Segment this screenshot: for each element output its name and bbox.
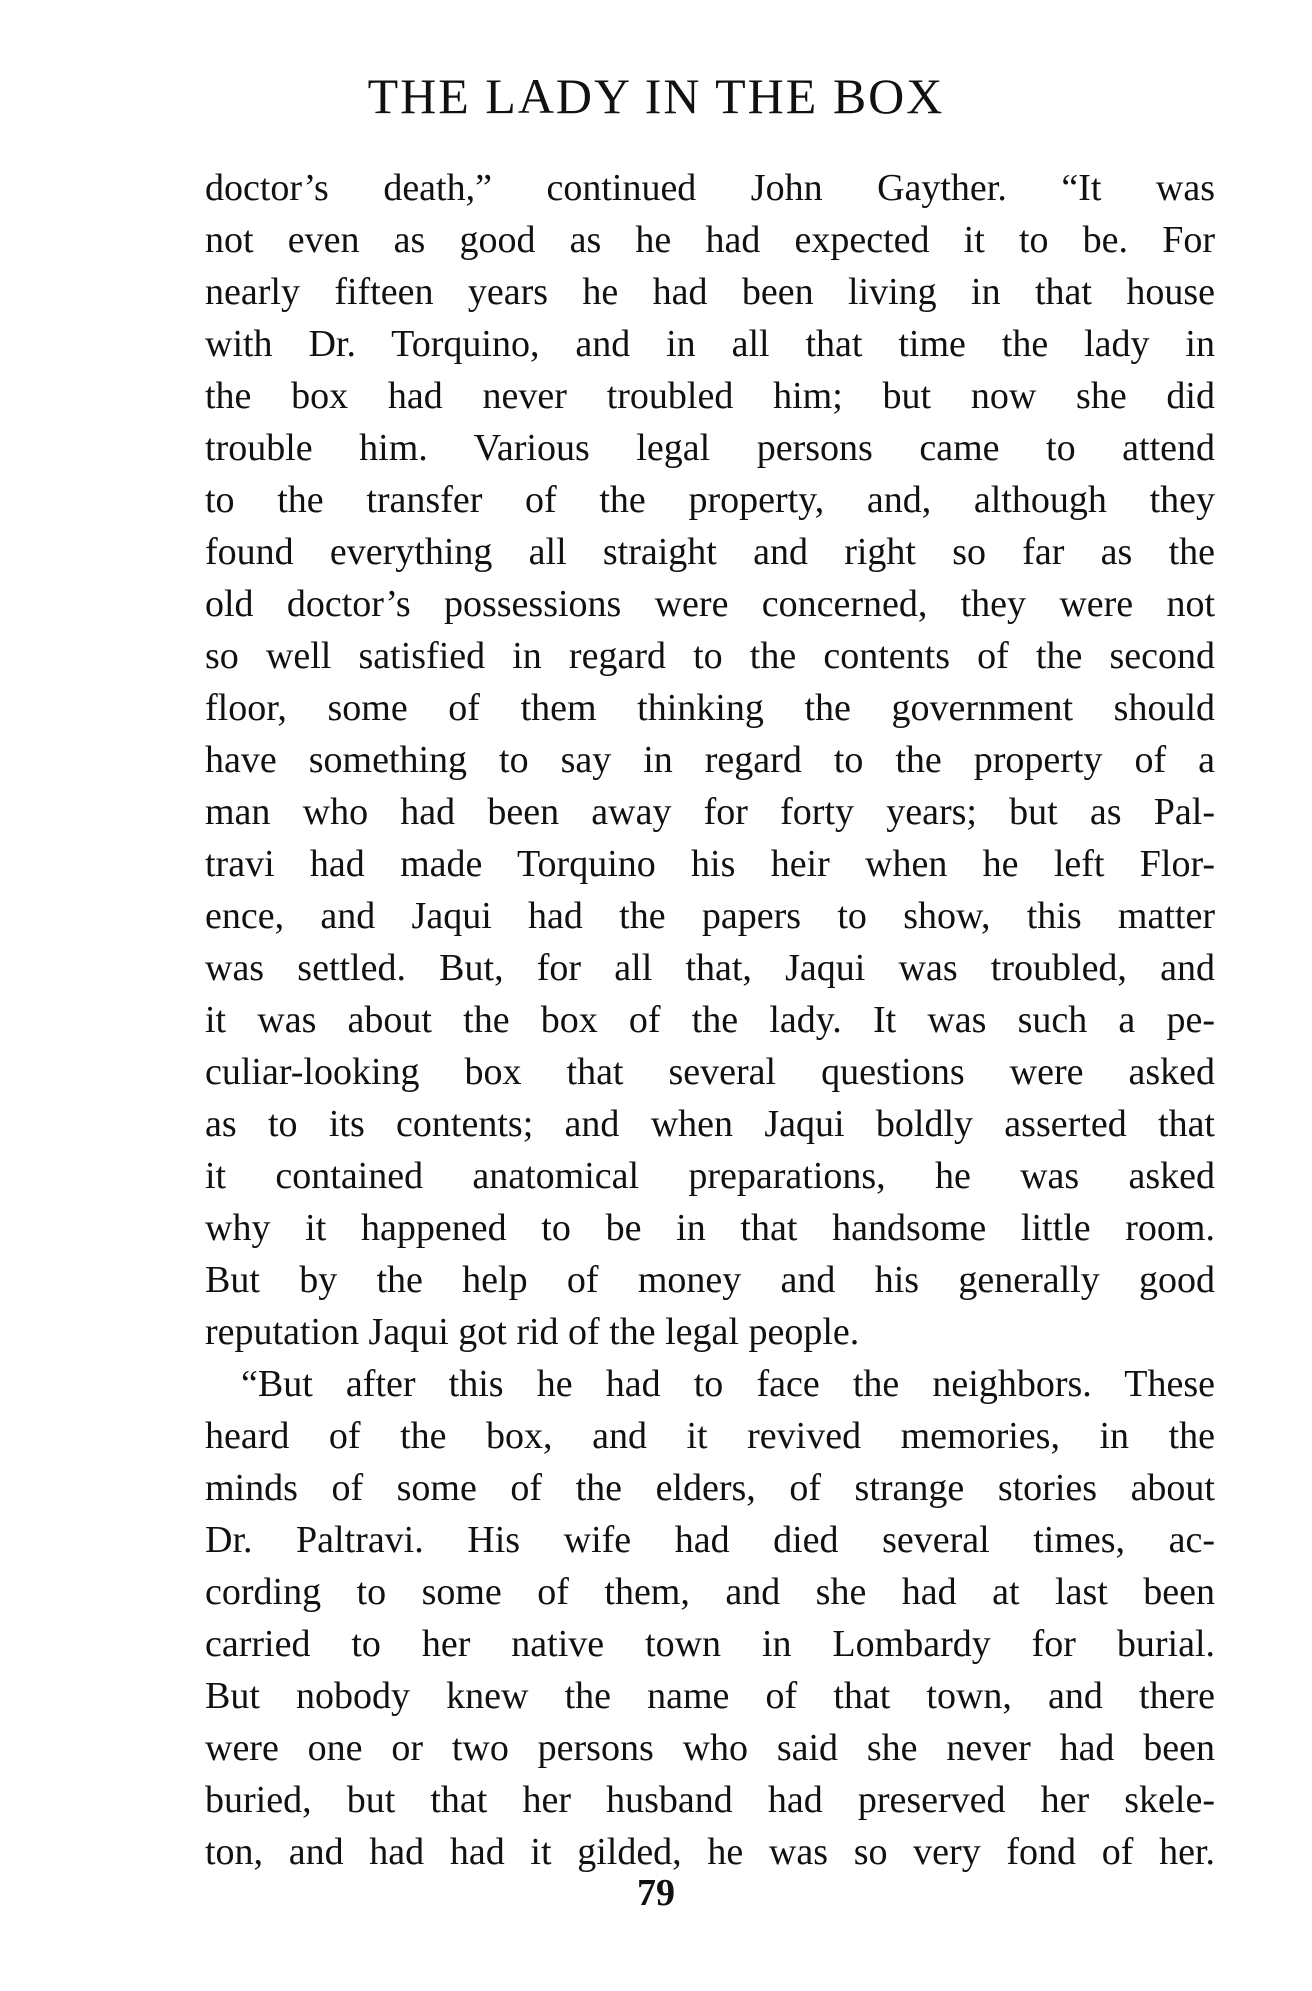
- text-line: “But after this he had to face the neighbors. These: [241, 1363, 1215, 1405]
- text-line: But nobody knew the name of that town, and there: [205, 1675, 1215, 1717]
- text-line: to the transfer of the property, and, although they: [205, 479, 1215, 521]
- page-number: 79: [637, 1872, 675, 1914]
- text-line: was settled. But, for all that, Jaqui was troubled, and: [205, 947, 1215, 989]
- text-line: it contained anatomical preparations, he was asked: [205, 1155, 1215, 1197]
- text-line: with Dr. Torquino, and in all that time the lady in: [205, 323, 1215, 365]
- text-line: nearly fifteen years he had been living in that house: [205, 271, 1215, 313]
- text-line: it was about the box of the lady. It was such a pe-: [205, 999, 1215, 1041]
- running-head: THE LADY IN THE BOX: [367, 68, 945, 124]
- text-line: old doctor’s possessions were concerned, they were not: [205, 583, 1215, 625]
- text-line: minds of some of the elders, of strange stories about: [205, 1467, 1215, 1509]
- body-text: [205, 162, 1215, 1878]
- text-line: carried to her native town in Lombardy for burial.: [205, 1623, 1215, 1665]
- text-line: travi had made Torquino his heir when he left Flor-: [205, 843, 1215, 885]
- text-line: as to its contents; and when Jaqui boldly asserted that: [205, 1103, 1215, 1145]
- text-line: Dr. Paltravi. His wife had died several times, ac-: [205, 1519, 1215, 1561]
- text-line: But by the help of money and his generally good: [205, 1259, 1215, 1301]
- text-line: were one or two persons who said she never had been: [205, 1727, 1215, 1769]
- text-line: the box had never troubled him; but now she did: [205, 375, 1215, 417]
- text-line: heard of the box, and it revived memories, in the: [205, 1415, 1215, 1457]
- text-line: ence, and Jaqui had the papers to show, this matter: [205, 895, 1215, 937]
- text-line: have something to say in regard to the property of a: [205, 739, 1215, 781]
- text-line: not even as good as he had expected it to be. For: [205, 219, 1215, 261]
- text-line: trouble him. Various legal persons came to attend: [205, 427, 1215, 469]
- text-line: why it happened to be in that handsome little room.: [205, 1207, 1215, 1249]
- text-line: doctor’s death,” continued John Gayther. “It was: [205, 167, 1215, 209]
- text-line: so well satisfied in regard to the contents of the second: [205, 635, 1215, 677]
- text-line: ton, and had had it gilded, he was so very fond of her.: [205, 1831, 1215, 1873]
- text-line: found everything all straight and right so far as the: [205, 531, 1215, 573]
- text-line: buried, but that her husband had preserved her skele-: [205, 1779, 1215, 1821]
- text-line: culiar-looking box that several questions were asked: [205, 1051, 1215, 1093]
- text-line: man who had been away for forty years; but as Pal-: [205, 791, 1215, 833]
- text-line: floor, some of them thinking the government should: [205, 687, 1215, 729]
- text-line: reputation Jaqui got rid of the legal people.: [205, 1311, 860, 1353]
- text-line: cording to some of them, and she had at last been: [205, 1571, 1215, 1613]
